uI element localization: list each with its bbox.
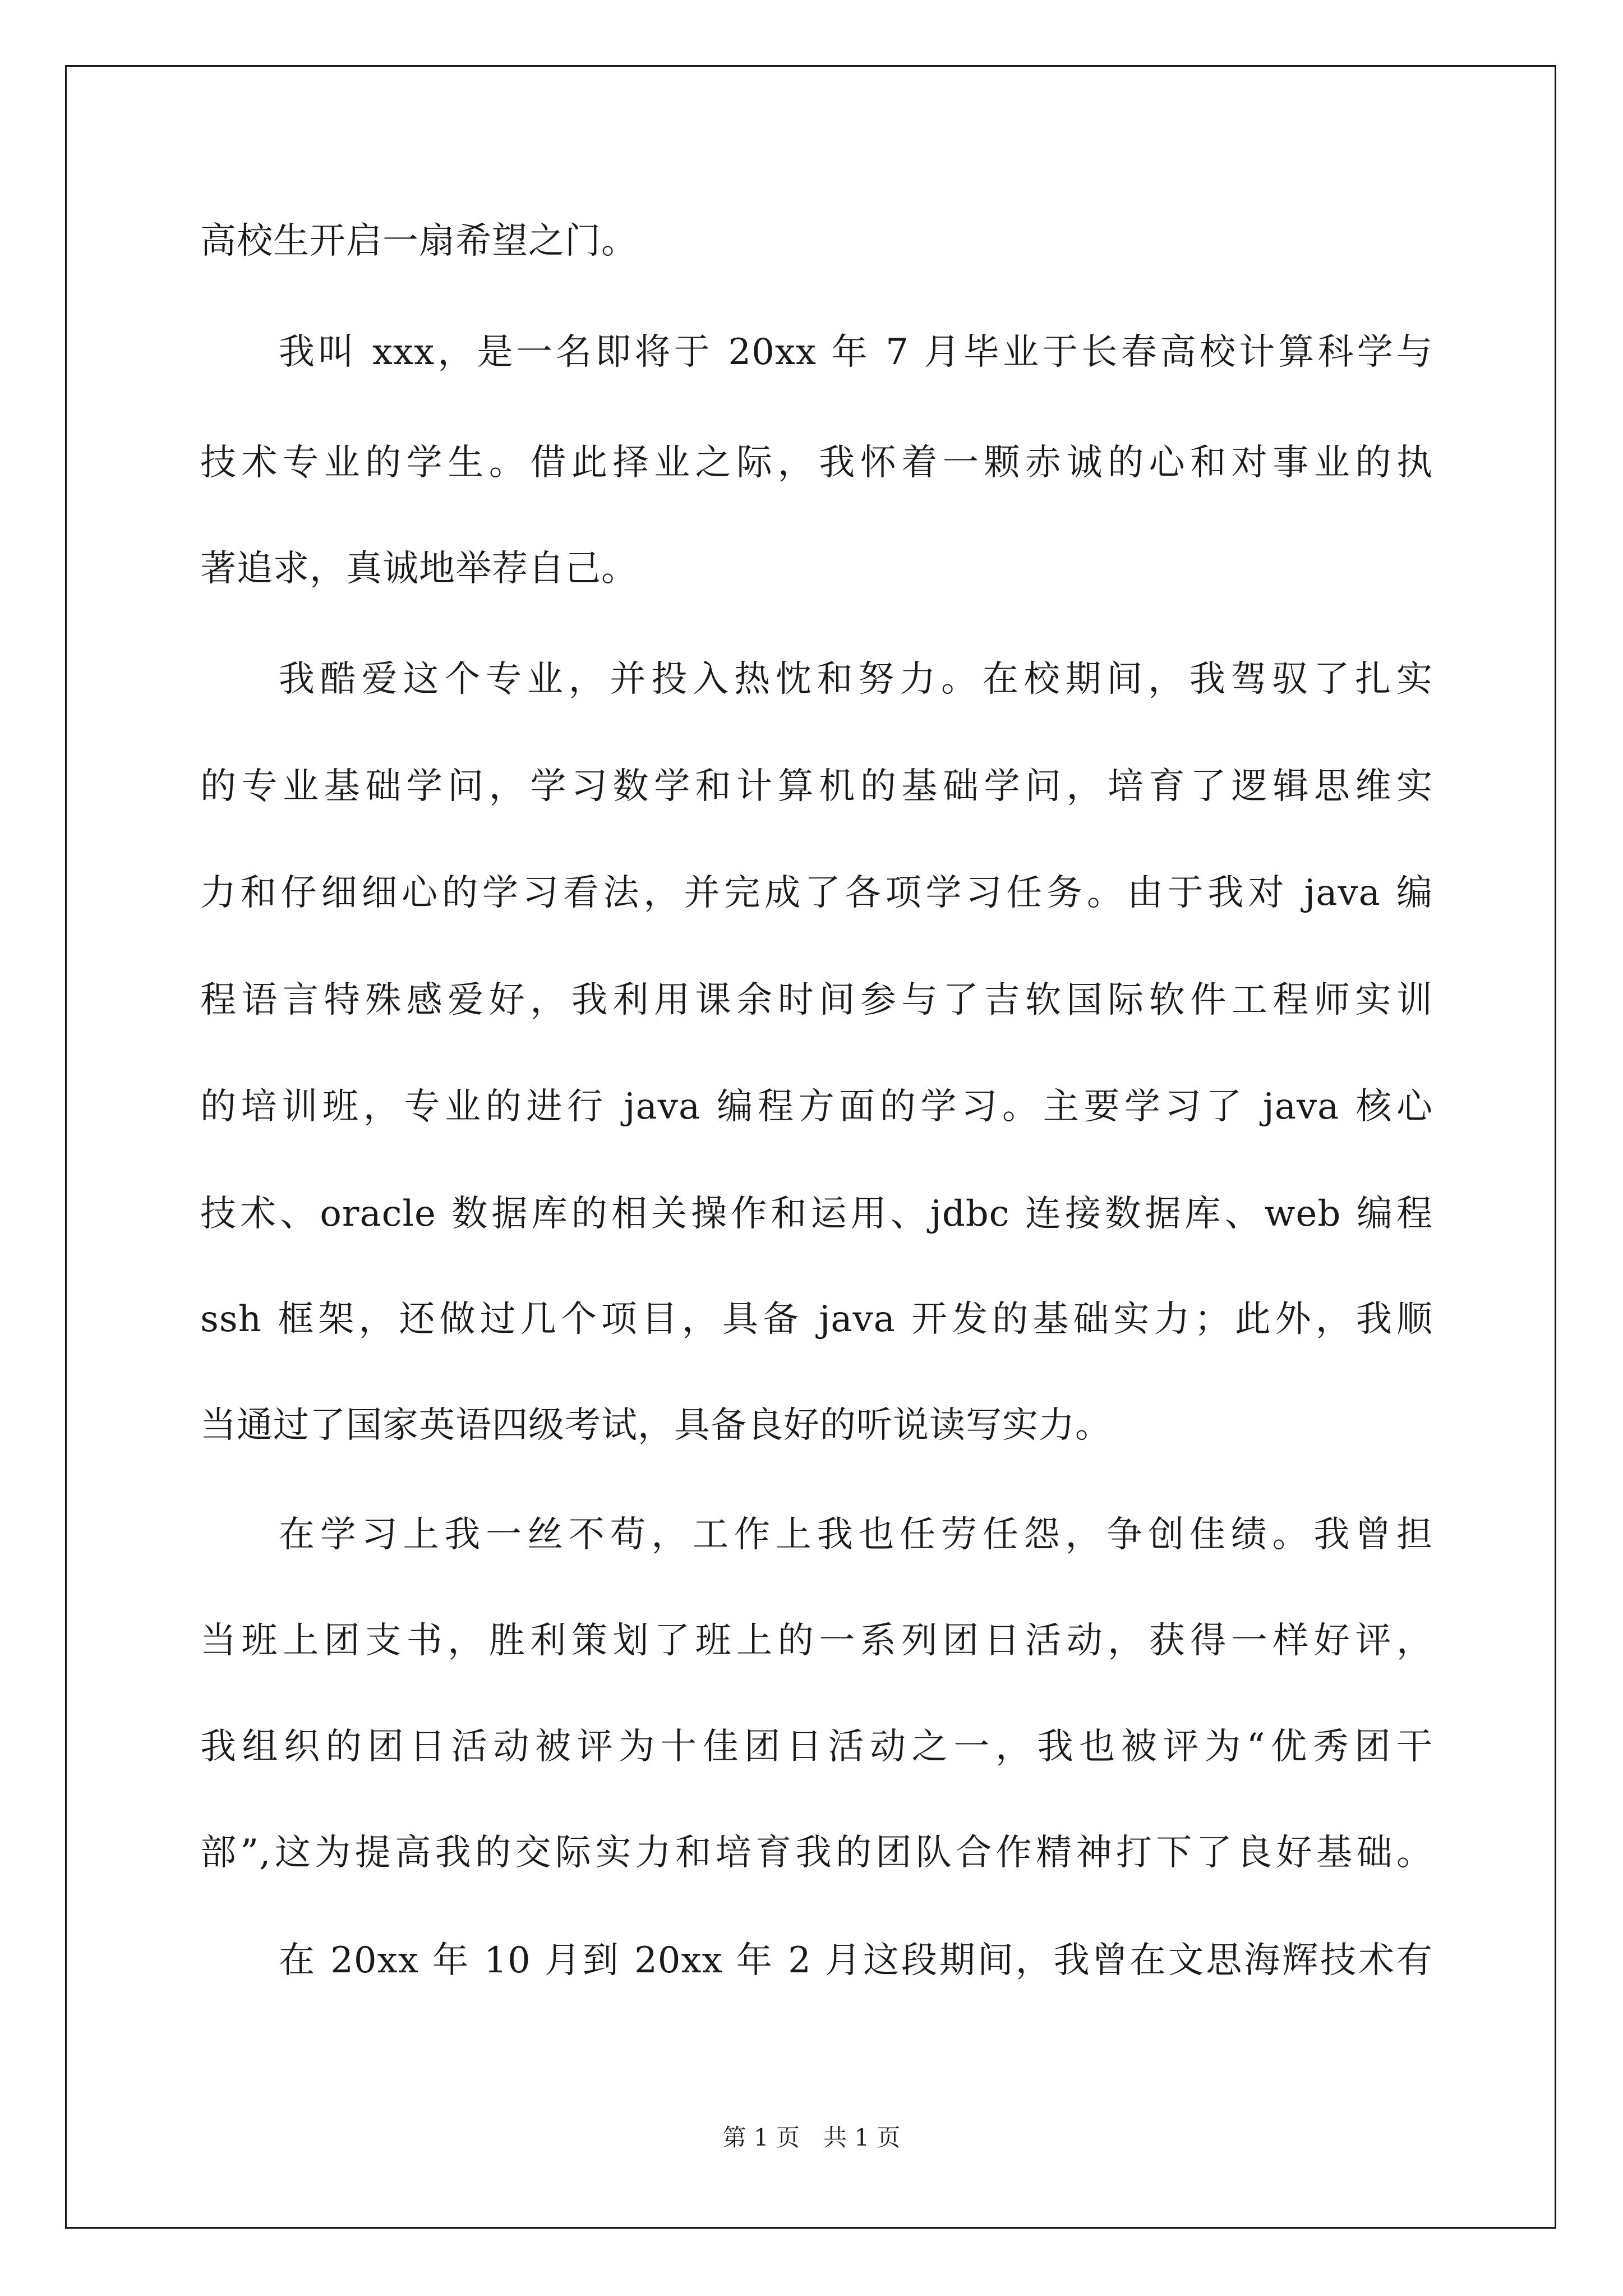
paragraph-line: 部”,这为提高我的交际实力和培育我的团队合作精神打下了良好基础。: [200, 1832, 1433, 1874]
paragraph-line: 我酷爱这个专业，并投入热忱和努力。在校期间，我驾驭了扎实: [279, 659, 1433, 700]
paragraph-line: 技术专业的学生。借此择业之际，我怀着一颗赤诚的心和对事业的执: [200, 442, 1433, 484]
paragraph-line: 技术、oracle 数据库的相关操作和运用、jdbc 连接数据库、web 编程: [200, 1193, 1433, 1235]
paragraph-line: 当班上团支书，胜利策划了班上的一系列团日活动，获得一样好评，: [200, 1620, 1433, 1662]
paragraph-line: 当通过了国家英语四级考试，具备良好的听说读写实力。: [200, 1405, 1112, 1446]
paragraph-line: 在学习上我一丝不苟，工作上我也任劳任怨，争创佳绩。我曾担: [279, 1514, 1433, 1556]
paragraph-line: 的专业基础学问，学习数学和计算机的基础学问，培育了逻辑思维实: [200, 766, 1433, 807]
page-number-footer: 第 1 页 共 1 页: [722, 2124, 901, 2151]
paragraph-line: 高校生开启一扇希望之门。: [200, 220, 638, 262]
paragraph-line: 在 20xx 年 10 月到 20xx 年 2 月这段期间，我曾在文思海辉技术有: [279, 1940, 1433, 1981]
paragraph-line: 著追求，真诚地举荐自己。: [200, 548, 638, 590]
paragraph-line: 我叫 xxx，是一名即将于 20xx 年 7 月毕业于长春高校计算科学与: [279, 332, 1433, 373]
paragraph-line: 程语言特殊感爱好，我利用课余时间参与了吉软国际软件工程师实训: [200, 979, 1433, 1021]
paragraph-line: ssh 框架，还做过几个项目，具备 java 开发的基础实力；此外，我顺: [200, 1299, 1433, 1340]
paragraph-line: 力和仔细细心的学习看法，并完成了各项学习任务。由于我对 java 编: [200, 872, 1433, 914]
page-border: [65, 65, 1556, 2229]
paragraph-line: 我组织的团日活动被评为十佳团日活动之一，我也被评为“优秀团干: [200, 1726, 1433, 1768]
paragraph-line: 的培训班，专业的进行 java 编程方面的学习。主要学习了 java 核心: [200, 1086, 1433, 1128]
